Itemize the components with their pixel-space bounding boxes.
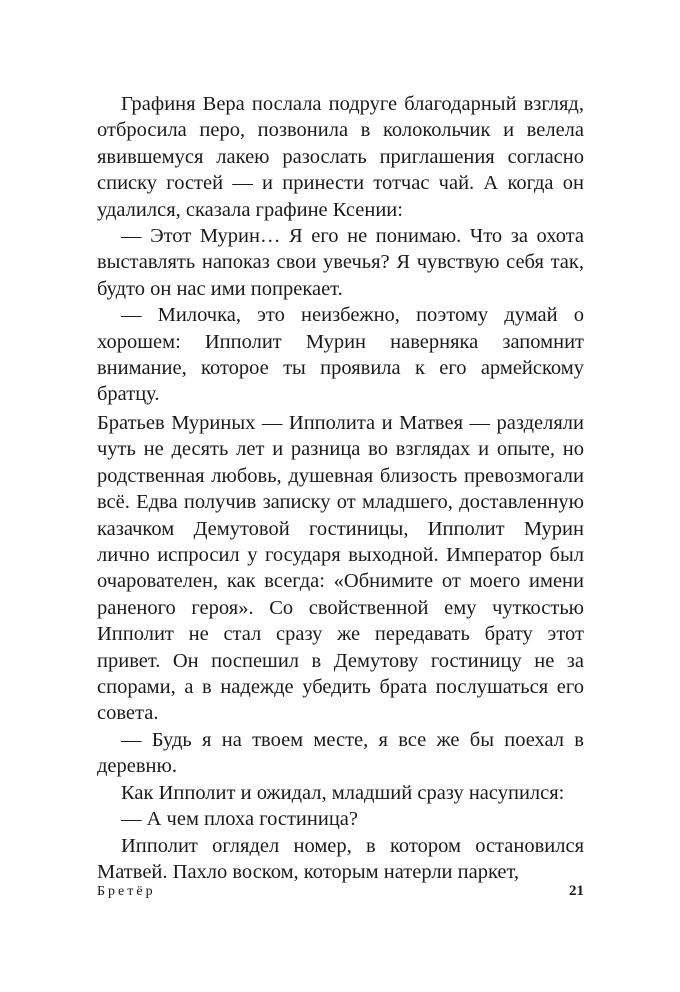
paragraph-dialogue: — Будь я на твоем месте, я все же бы поехал в деревню. — [97, 728, 584, 778]
paragraph: Как Ипполит и ожидал, младший сразу насупился: — [121, 781, 565, 804]
paragraph: Ипполит оглядел номер, в котором остановился Матвей. Пахло воском, которым натерли паркет, — [97, 834, 584, 883]
paragraph-dialogue: — А чем плоха гостиница? — [121, 808, 359, 831]
paragraph-dialogue: — Этот Мурин… Я его не понимаю. Что за охота выставлять напоказ свои увечья? Я чувствую себя так, будто он нас ими попрекает. — [97, 225, 584, 300]
page-number: 21 — [569, 883, 584, 899]
text-section-2 — [97, 410, 584, 885]
paragraph-section-start: Братьев Муриных — Ипполита и Матвея — разделяли чуть не десять лет и разница во взглядах и опыте, но родственная любовь, душевная близость превозмогали всё. Едва получив записку от младшего, доставленную казачком Демутовой гостиницы, Ипполит Мурин лично испросил у государя выходной. Император был очарователен, как всегда: «Обнимите от моего имени раненого героя». Со свойственной ему чуткостью Ипполит не стал сразу же передавать брату этот привет. Он поспешил в Демутову гостиницу не за спорами, а в надежде убедить брата послушаться его совета. — [97, 412, 584, 725]
running-title: Бретёр — [97, 884, 156, 899]
paragraph: Графиня Вера послала подруге благодарный взгляд, отбросила перо, позвонила в колокольчик и велела явившемуся лакею разослать приглашения согласно списку гостей — и принести тотчас чай. А когда он удалился, сказала графине Ксении: — [97, 93, 584, 221]
paragraph-dialogue: — Милочка, это неизбежно, поэтому думай о хорошем: Ипполит Мурин наверняка запомнит внимание, которое ты проявила к его армейскому братцу. — [97, 304, 584, 406]
text-section-1 — [97, 91, 584, 408]
